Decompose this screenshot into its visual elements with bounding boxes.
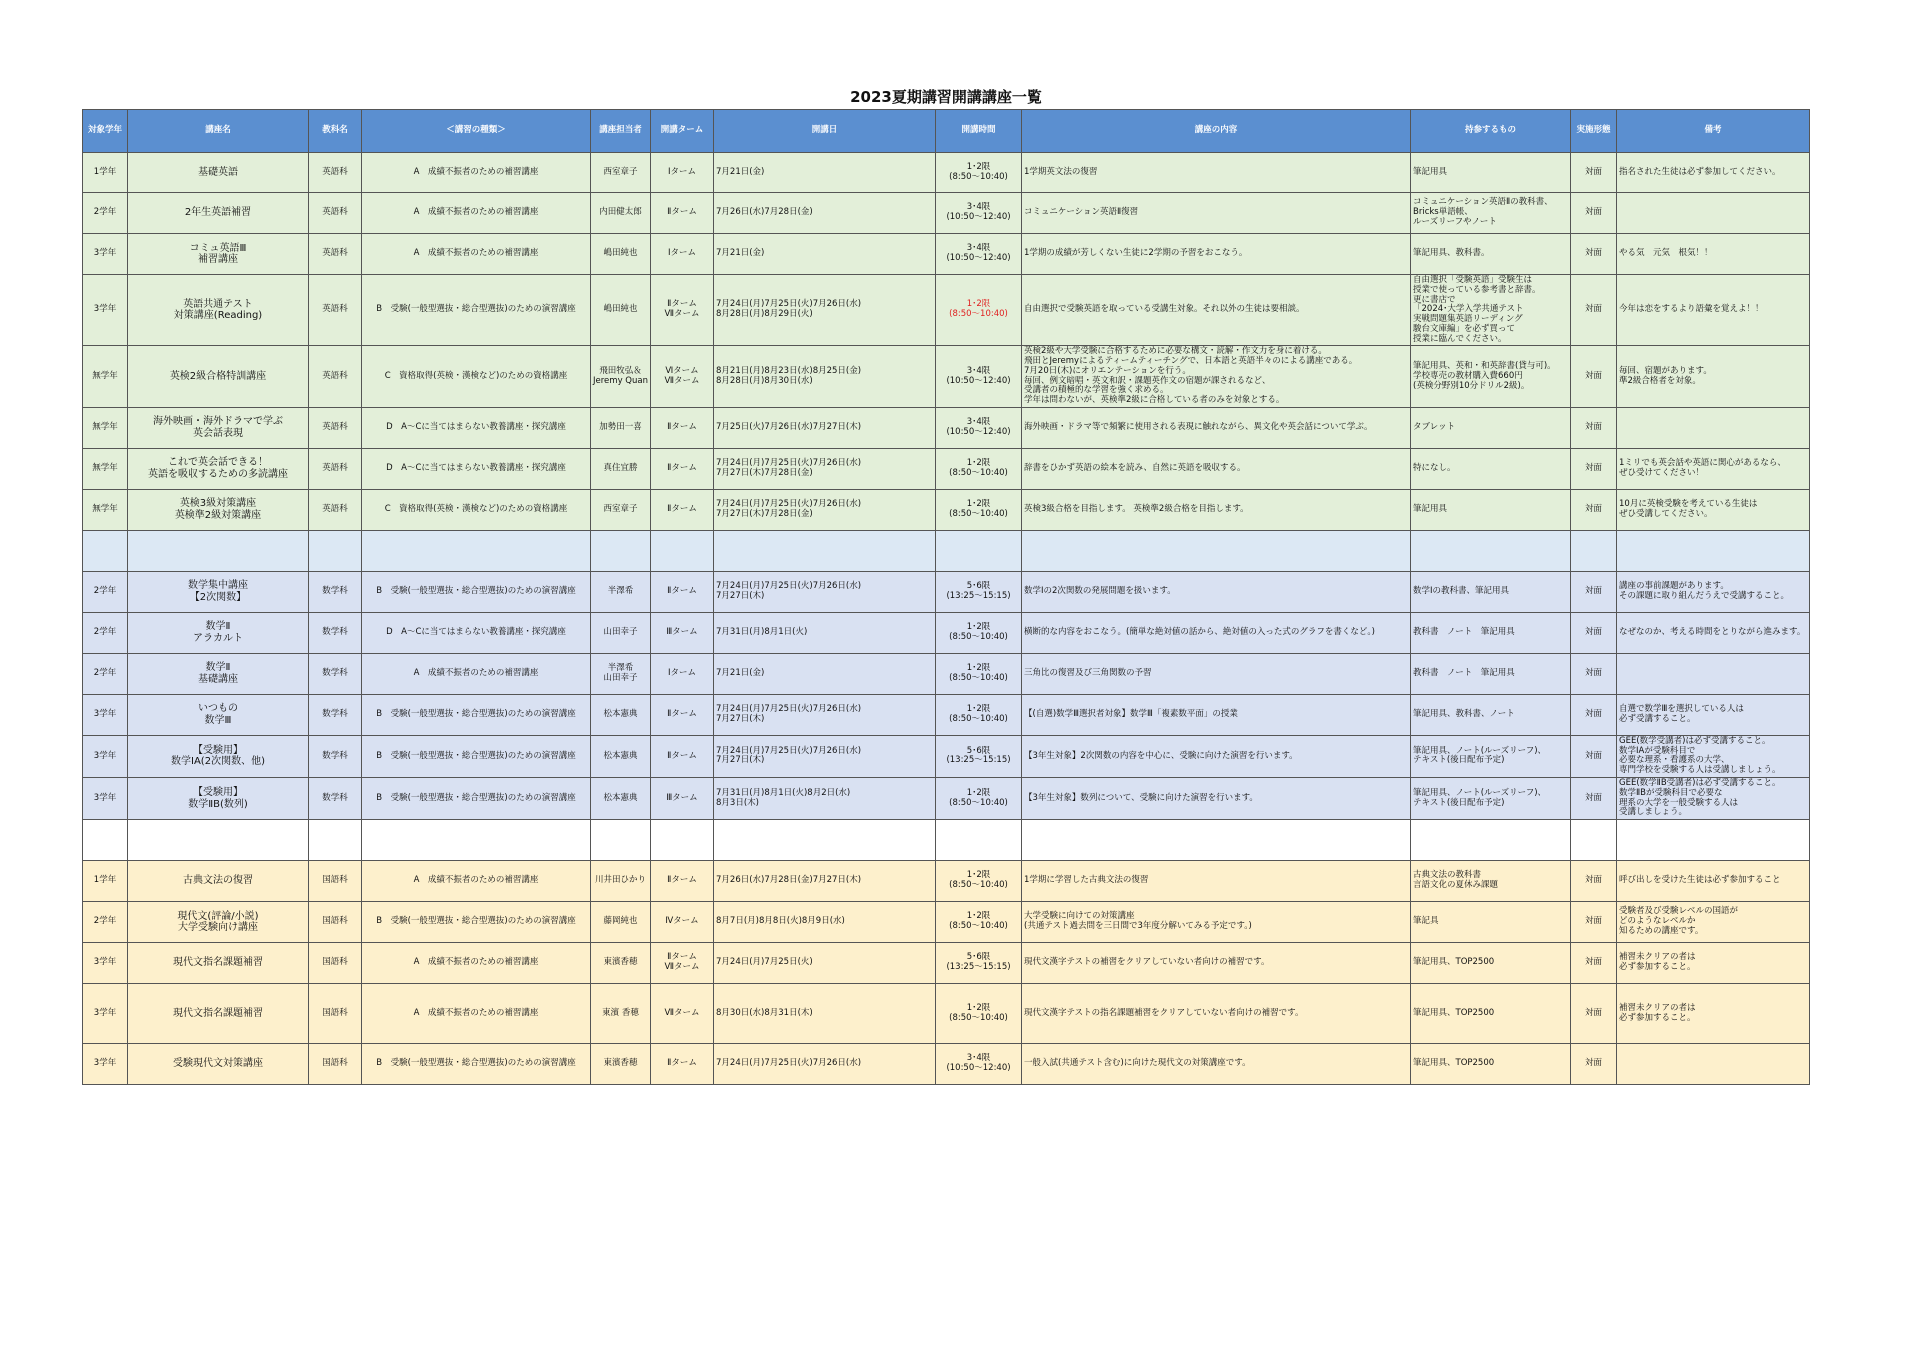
cell-items-to-bring: コミュニケーション英語Ⅱの教科書、 Bricks単語帳、 ルーズリーフやノート bbox=[1411, 193, 1571, 234]
cell-items-to-bring: 筆記用具、英和・和英辞書(貸与可)。 学校専売の教材購入費660円 (英検分野別10分ドリル2級)。 bbox=[1411, 346, 1571, 408]
cell-items-to-bring: 筆記用具、ノート(ルーズリーフ)、 テキスト(後日配布予定) bbox=[1411, 778, 1571, 820]
cell-notes: 呼び出しを受けた生徒は必ず参加すること bbox=[1617, 861, 1810, 902]
cell-content: 三角比の復習及び三角関数の予習 bbox=[1022, 653, 1411, 694]
cell-time: 1･2限 (8:50～10:40) bbox=[936, 448, 1022, 489]
cell-term: Ⅵターム Ⅶターム bbox=[651, 346, 714, 408]
cell-time: 1･2限 (8:50～10:40) bbox=[936, 694, 1022, 735]
cell-time: 5･6限 (13:25～15:15) bbox=[936, 571, 1022, 612]
cell-course-name: 現代文(評論/小説) 大学受験向け講座 bbox=[128, 902, 309, 943]
cell-course-type: A 成績不振者のための補習講座 bbox=[362, 984, 591, 1044]
cell-format: 対面 bbox=[1571, 943, 1617, 984]
cell-dates bbox=[714, 820, 936, 861]
cell-course-name: 現代文指名課題補習 bbox=[128, 943, 309, 984]
cell-term: Ⅱターム bbox=[651, 861, 714, 902]
cell-term: Ⅰターム bbox=[651, 153, 714, 193]
cell-items-to-bring bbox=[1411, 530, 1571, 571]
cell-dates: 7月24日(月)7月25日(火) bbox=[714, 943, 936, 984]
cell-time: 3･4限 (10:50～12:40) bbox=[936, 346, 1022, 408]
cell-notes bbox=[1617, 193, 1810, 234]
cell-items-to-bring: 教科書 ノート 筆記用具 bbox=[1411, 612, 1571, 653]
cell-dates: 7月24日(月)7月25日(火)7月26日(水) 7月27日(木) bbox=[714, 735, 936, 777]
cell-grade: 無学年 bbox=[83, 489, 128, 530]
cell-grade: 3学年 bbox=[83, 275, 128, 346]
header-course-name: 講座名 bbox=[128, 110, 309, 153]
cell-instructor: 松本憲典 bbox=[591, 778, 651, 820]
cell-content: 海外映画・ドラマ等で頻繁に使用される表現に触れながら、異文化や英会話について学ぶ。 bbox=[1022, 407, 1411, 448]
cell-instructor: 東濱香穂 bbox=[591, 943, 651, 984]
cell-notes: やる気 元気 根気！！ bbox=[1617, 234, 1810, 275]
cell-items-to-bring: 筆記用具 bbox=[1411, 489, 1571, 530]
cell-term: Ⅲターム bbox=[651, 612, 714, 653]
cell-items-to-bring: 筆記用具、TOP2500 bbox=[1411, 943, 1571, 984]
cell-dates: 7月31日(月)8月1日(火)8月2日(水) 8月3日(木) bbox=[714, 778, 936, 820]
header-course-type: ＜講習の種類＞ bbox=[362, 110, 591, 153]
cell-content: 数学Ⅰの2次関数の発展問題を扱います。 bbox=[1022, 571, 1411, 612]
cell-subject: 英語科 bbox=[309, 448, 362, 489]
cell-grade: 無学年 bbox=[83, 407, 128, 448]
cell-instructor: 松本憲典 bbox=[591, 735, 651, 777]
cell-subject: 数学科 bbox=[309, 612, 362, 653]
cell-dates: 7月21日(金) bbox=[714, 653, 936, 694]
cell-notes bbox=[1617, 530, 1810, 571]
cell-content: 英検2級や大学受験に合格するために必要な構文・読解・作文力を身に着ける。 飛田とJeremyによるティームティーチングで、日本語と英語半々のによる講座である。 7月20日(木)にオリエンテーションを行う。 毎回、例文暗唱・英文和訳・課題英作文の宿題が課されるなど、 受講者の積極的な学習を強く求める。 学年は問わないが、英検準2級に合格している者のみを対象とする。 bbox=[1022, 346, 1411, 408]
cell-format: 対面 bbox=[1571, 902, 1617, 943]
cell-course-name: 英検2級合格特訓講座 bbox=[128, 346, 309, 408]
cell-subject: 国語科 bbox=[309, 984, 362, 1044]
cell-term: Ⅱターム bbox=[651, 1044, 714, 1085]
cell-format: 対面 bbox=[1571, 861, 1617, 902]
cell-grade: 無学年 bbox=[83, 346, 128, 408]
cell-course-name: 現代文指名課題補習 bbox=[128, 984, 309, 1044]
cell-format: 対面 bbox=[1571, 612, 1617, 653]
cell-course-name: 【受験用】 数学ⅠA(2次関数、他) bbox=[128, 735, 309, 777]
cell-time: 3･4限 (10:50～12:40) bbox=[936, 234, 1022, 275]
table-row bbox=[83, 984, 1810, 1044]
cell-course-name: 英語共通テスト 対策講座(Reading) bbox=[128, 275, 309, 346]
table-row bbox=[83, 735, 1810, 777]
cell-course-name: これで英会話できる！ 英語を吸収するための多読講座 bbox=[128, 448, 309, 489]
table-row bbox=[83, 820, 1810, 861]
cell-grade: 2学年 bbox=[83, 902, 128, 943]
cell-instructor: 松本憲典 bbox=[591, 694, 651, 735]
cell-instructor bbox=[591, 530, 651, 571]
cell-content bbox=[1022, 530, 1411, 571]
cell-course-name bbox=[128, 530, 309, 571]
cell-dates: 8月7日(月)8月8日(火)8月9日(水) bbox=[714, 902, 936, 943]
cell-grade: 無学年 bbox=[83, 448, 128, 489]
cell-instructor: 藤岡純也 bbox=[591, 902, 651, 943]
cell-time: 3･4限 (10:50～12:40) bbox=[936, 193, 1022, 234]
cell-course-name: 英検3級対策講座 英検準2級対策講座 bbox=[128, 489, 309, 530]
table-row bbox=[83, 653, 1810, 694]
cell-grade bbox=[83, 530, 128, 571]
cell-subject bbox=[309, 820, 362, 861]
cell-time: 3･4限 (10:50～12:40) bbox=[936, 1044, 1022, 1085]
header-instructor: 講座担当者 bbox=[591, 110, 651, 153]
table-row bbox=[83, 571, 1810, 612]
cell-course-name: 海外映画・海外ドラマで学ぶ 英会話表現 bbox=[128, 407, 309, 448]
cell-course-name: 数学Ⅱ 基礎講座 bbox=[128, 653, 309, 694]
cell-time bbox=[936, 530, 1022, 571]
cell-grade: 3学年 bbox=[83, 943, 128, 984]
cell-term bbox=[651, 530, 714, 571]
header-subject: 教科名 bbox=[309, 110, 362, 153]
cell-format: 対面 bbox=[1571, 984, 1617, 1044]
cell-course-type: B 受験(一般型選抜・総合型選抜)のための演習講座 bbox=[362, 1044, 591, 1085]
cell-format: 対面 bbox=[1571, 571, 1617, 612]
cell-dates: 8月30日(水)8月31日(木) bbox=[714, 984, 936, 1044]
cell-term: Ⅰターム bbox=[651, 653, 714, 694]
cell-course-type: A 成績不振者のための補習講座 bbox=[362, 861, 591, 902]
header-format: 実施形態 bbox=[1571, 110, 1617, 153]
table-row bbox=[83, 346, 1810, 408]
cell-time: 1･2限 (8:50～10:40) bbox=[936, 275, 1022, 346]
cell-term: Ⅱターム bbox=[651, 489, 714, 530]
cell-content: 横断的な内容をおこなう。(簡単な絶対値の話から、絶対値の入った式のグラフを書くなど。) bbox=[1022, 612, 1411, 653]
cell-notes: GEE(数学ⅡB受講者)は必ず受講すること。 数学ⅡBが受験科目で必要な 理系の大学を一般受験する人は 受講しましょう。 bbox=[1617, 778, 1810, 820]
cell-notes: なぜなのか、考える時間をとりながら進みます。 bbox=[1617, 612, 1810, 653]
table-row bbox=[83, 943, 1810, 984]
cell-course-name: コミュ英語Ⅲ 補習講座 bbox=[128, 234, 309, 275]
cell-format: 対面 bbox=[1571, 694, 1617, 735]
cell-content: 【(自選)数学Ⅲ選択者対象】数学Ⅲ「複素数平面」の授業 bbox=[1022, 694, 1411, 735]
cell-course-type: D A～Cに当てはまらない教養講座・探究講座 bbox=[362, 448, 591, 489]
cell-content: 1学期英文法の復習 bbox=[1022, 153, 1411, 193]
cell-notes: 10月に英検受験を考えている生徒は ぜひ受講してください。 bbox=[1617, 489, 1810, 530]
cell-term: Ⅱターム bbox=[651, 694, 714, 735]
cell-content: 現代文漢字テストの指名課題補習をクリアしていない者向けの補習です。 bbox=[1022, 984, 1411, 1044]
cell-grade: 1学年 bbox=[83, 861, 128, 902]
cell-content: 英検3級合格を目指します。 英検準2級合格を目指します。 bbox=[1022, 489, 1411, 530]
cell-subject: 国語科 bbox=[309, 902, 362, 943]
cell-course-name: 2年生英語補習 bbox=[128, 193, 309, 234]
cell-course-type bbox=[362, 530, 591, 571]
cell-subject: 国語科 bbox=[309, 1044, 362, 1085]
cell-notes: 講座の事前課題があります。 その課題に取り組んだうえで受講すること。 bbox=[1617, 571, 1810, 612]
header-time: 開講時間 bbox=[936, 110, 1022, 153]
cell-items-to-bring: 筆記用具、教科書。 bbox=[1411, 234, 1571, 275]
cell-dates: 7月24日(月)7月25日(火)7月26日(水) 7月27日(木)7月28日(金) bbox=[714, 448, 936, 489]
cell-subject: 英語科 bbox=[309, 489, 362, 530]
table-row bbox=[83, 193, 1810, 234]
cell-course-type: B 受験(一般型選抜・総合型選抜)のための演習講座 bbox=[362, 694, 591, 735]
cell-dates: 7月24日(月)7月25日(火)7月26日(水) 7月27日(木) bbox=[714, 571, 936, 612]
cell-course-type: D A～Cに当てはまらない教養講座・探究講座 bbox=[362, 407, 591, 448]
cell-instructor: 西室章子 bbox=[591, 489, 651, 530]
cell-format: 対面 bbox=[1571, 234, 1617, 275]
cell-instructor: 山田幸子 bbox=[591, 612, 651, 653]
cell-dates: 7月25日(火)7月26日(水)7月27日(木) bbox=[714, 407, 936, 448]
cell-notes: 1ミリでも英会話や英語に関心があるなら、 ぜひ受けてください！ bbox=[1617, 448, 1810, 489]
cell-course-type: C 資格取得(英検・漢検など)のための資格講座 bbox=[362, 346, 591, 408]
header-items-to-bring: 持参するもの bbox=[1411, 110, 1571, 153]
cell-dates: 7月21日(金) bbox=[714, 234, 936, 275]
cell-subject: 数学科 bbox=[309, 694, 362, 735]
cell-instructor: 加勢田一喜 bbox=[591, 407, 651, 448]
cell-instructor: 飛田牧弘＆ Jeremy Quan bbox=[591, 346, 651, 408]
cell-course-name: いつもの 数学Ⅲ bbox=[128, 694, 309, 735]
cell-instructor: 嶋田純也 bbox=[591, 234, 651, 275]
cell-content: 【3年生対象】2次関数の内容を中心に、受験に向けた演習を行います。 bbox=[1022, 735, 1411, 777]
header-dates: 開講日 bbox=[714, 110, 936, 153]
cell-course-type: B 受験(一般型選抜・総合型選抜)のための演習講座 bbox=[362, 735, 591, 777]
cell-course-type: A 成績不振者のための補習講座 bbox=[362, 193, 591, 234]
cell-notes: 毎回、宿題があります。 準2級合格者を対象。 bbox=[1617, 346, 1810, 408]
cell-dates: 7月26日(水)7月28日(金)7月27日(木) bbox=[714, 861, 936, 902]
cell-course-name: 受験現代文対策講座 bbox=[128, 1044, 309, 1085]
cell-term: Ⅲターム bbox=[651, 778, 714, 820]
header-row bbox=[83, 110, 1810, 153]
page-title: 2023夏期講習開講講座一覧 bbox=[850, 88, 1042, 106]
cell-items-to-bring: 自由選択「受験英語」受験生は 授業で使っている参考書と辞書。 更に書店で 「2024･大学入学共通テスト 実戦問題集英語リーディング 駿台文庫編」を必ず買って 授業に臨んでください。 bbox=[1411, 275, 1571, 346]
cell-dates bbox=[714, 530, 936, 571]
cell-format: 対面 bbox=[1571, 153, 1617, 193]
cell-items-to-bring: 筆記用具、TOP2500 bbox=[1411, 984, 1571, 1044]
cell-term: Ⅱターム Ⅶターム bbox=[651, 943, 714, 984]
cell-notes bbox=[1617, 820, 1810, 861]
table-row bbox=[83, 407, 1810, 448]
cell-items-to-bring: 筆記用具、ノート(ルーズリーフ)、 テキスト(後日配布予定) bbox=[1411, 735, 1571, 777]
cell-items-to-bring: 数学Ⅰの教科書、筆記用具 bbox=[1411, 571, 1571, 612]
cell-time: 5･6限 (13:25～15:15) bbox=[936, 943, 1022, 984]
cell-term: Ⅱターム bbox=[651, 407, 714, 448]
cell-dates: 8月21日(月)8月23日(水)8月25日(金) 8月28日(月)8月30日(水) bbox=[714, 346, 936, 408]
cell-term: Ⅳターム bbox=[651, 902, 714, 943]
cell-format: 対面 bbox=[1571, 448, 1617, 489]
cell-dates: 7月31日(月)8月1日(火) bbox=[714, 612, 936, 653]
cell-course-name: 数学集中講座 【2次関数】 bbox=[128, 571, 309, 612]
cell-course-name: 基礎英語 bbox=[128, 153, 309, 193]
cell-content: コミュニケーション英語Ⅱ復習 bbox=[1022, 193, 1411, 234]
cell-instructor: 半澤希 山田幸子 bbox=[591, 653, 651, 694]
cell-dates: 7月24日(月)7月25日(火)7月26日(水) 8月28日(月)8月29日(火) bbox=[714, 275, 936, 346]
cell-notes bbox=[1617, 407, 1810, 448]
cell-instructor: 西室章子 bbox=[591, 153, 651, 193]
cell-term: Ⅰターム bbox=[651, 234, 714, 275]
header-term: 開講ターム bbox=[651, 110, 714, 153]
cell-dates: 7月24日(月)7月25日(火)7月26日(水) 7月27日(木)7月28日(金) bbox=[714, 489, 936, 530]
table-row bbox=[83, 448, 1810, 489]
table-row bbox=[83, 861, 1810, 902]
cell-grade: 2学年 bbox=[83, 193, 128, 234]
cell-instructor: 東濱香穂 bbox=[591, 1044, 651, 1085]
cell-time: 1･2限 (8:50～10:40) bbox=[936, 984, 1022, 1044]
cell-notes: 今年は恋をするより語彙を覚えよ！！ bbox=[1617, 275, 1810, 346]
cell-items-to-bring bbox=[1411, 820, 1571, 861]
cell-format bbox=[1571, 530, 1617, 571]
cell-instructor: 嶋田純也 bbox=[591, 275, 651, 346]
table-row bbox=[83, 778, 1810, 820]
cell-subject: 英語科 bbox=[309, 346, 362, 408]
cell-course-name bbox=[128, 820, 309, 861]
cell-time: 3･4限 (10:50～12:40) bbox=[936, 407, 1022, 448]
cell-format: 対面 bbox=[1571, 407, 1617, 448]
header-notes: 備考 bbox=[1617, 110, 1810, 153]
cell-grade: 2学年 bbox=[83, 571, 128, 612]
cell-course-type: B 受験(一般型選抜・総合型選抜)のための演習講座 bbox=[362, 275, 591, 346]
cell-course-type: B 受験(一般型選抜・総合型選抜)のための演習講座 bbox=[362, 778, 591, 820]
cell-subject: 英語科 bbox=[309, 275, 362, 346]
cell-format: 対面 bbox=[1571, 735, 1617, 777]
header-grade: 対象学年 bbox=[83, 110, 128, 153]
cell-term: Ⅱターム Ⅶターム bbox=[651, 275, 714, 346]
cell-dates: 7月24日(月)7月25日(火)7月26日(水) 7月27日(木) bbox=[714, 694, 936, 735]
cell-items-to-bring: 特になし。 bbox=[1411, 448, 1571, 489]
cell-notes: 自選で数学Ⅲを選択している人は 必ず受講すること。 bbox=[1617, 694, 1810, 735]
cell-course-type: A 成績不振者のための補習講座 bbox=[362, 234, 591, 275]
cell-notes: 受験者及び受験レベルの国語が どのようなレベルか 知るための講座です。 bbox=[1617, 902, 1810, 943]
cell-items-to-bring: 筆記用具、教科書、ノート bbox=[1411, 694, 1571, 735]
cell-grade: 1学年 bbox=[83, 153, 128, 193]
cell-content: 1学期に学習した古典文法の復習 bbox=[1022, 861, 1411, 902]
cell-course-type: B 受験(一般型選抜・総合型選抜)のための演習講座 bbox=[362, 902, 591, 943]
cell-notes bbox=[1617, 1044, 1810, 1085]
cell-items-to-bring: 教科書 ノート 筆記用具 bbox=[1411, 653, 1571, 694]
cell-instructor: 内田健太郎 bbox=[591, 193, 651, 234]
cell-subject: 英語科 bbox=[309, 153, 362, 193]
cell-course-type: A 成績不振者のための補習講座 bbox=[362, 943, 591, 984]
cell-items-to-bring: タブレット bbox=[1411, 407, 1571, 448]
table-row bbox=[83, 612, 1810, 653]
cell-instructor: 川井田ひかり bbox=[591, 861, 651, 902]
cell-instructor: 東濱 香穂 bbox=[591, 984, 651, 1044]
cell-grade bbox=[83, 820, 128, 861]
cell-course-type: A 成績不振者のための補習講座 bbox=[362, 153, 591, 193]
cell-notes: 補習未クリアの者は 必ず参加すること。 bbox=[1617, 943, 1810, 984]
cell-notes: 指名された生徒は必ず参加してください。 bbox=[1617, 153, 1810, 193]
cell-time: 1･2限 (8:50～10:40) bbox=[936, 902, 1022, 943]
cell-grade: 3学年 bbox=[83, 694, 128, 735]
cell-subject bbox=[309, 530, 362, 571]
header-content: 講座の内容 bbox=[1022, 110, 1411, 153]
cell-term: Ⅱターム bbox=[651, 193, 714, 234]
cell-time: 1･2限 (8:50～10:40) bbox=[936, 653, 1022, 694]
cell-notes: 補習未クリアの者は 必ず参加すること。 bbox=[1617, 984, 1810, 1044]
cell-time: 5･6限 (13:25～15:15) bbox=[936, 735, 1022, 777]
cell-dates: 7月24日(月)7月25日(火)7月26日(水) bbox=[714, 1044, 936, 1085]
cell-content: 1学期の成績が芳しくない生徒に2学期の予習をおこなう。 bbox=[1022, 234, 1411, 275]
cell-dates: 7月21日(金) bbox=[714, 153, 936, 193]
cell-subject: 数学科 bbox=[309, 571, 362, 612]
cell-course-type: C 資格取得(英検・漢検など)のための資格講座 bbox=[362, 489, 591, 530]
cell-course-type: A 成績不振者のための補習講座 bbox=[362, 653, 591, 694]
cell-grade: 3学年 bbox=[83, 234, 128, 275]
table-row bbox=[83, 275, 1810, 346]
cell-content: 【3年生対象】数列について、受験に向けた演習を行います。 bbox=[1022, 778, 1411, 820]
cell-term: Ⅱターム bbox=[651, 735, 714, 777]
cell-grade: 3学年 bbox=[83, 984, 128, 1044]
cell-term: Ⅱターム bbox=[651, 448, 714, 489]
cell-course-name: 古典文法の復習 bbox=[128, 861, 309, 902]
table-row bbox=[83, 153, 1810, 193]
table-body bbox=[83, 153, 1810, 1085]
cell-subject: 国語科 bbox=[309, 943, 362, 984]
cell-instructor bbox=[591, 820, 651, 861]
table-row bbox=[83, 902, 1810, 943]
cell-instructor: 真住宜勝 bbox=[591, 448, 651, 489]
cell-time: 1･2限 (8:50～10:40) bbox=[936, 612, 1022, 653]
cell-course-type bbox=[362, 820, 591, 861]
cell-notes bbox=[1617, 653, 1810, 694]
cell-instructor: 半澤希 bbox=[591, 571, 651, 612]
cell-items-to-bring: 筆記具 bbox=[1411, 902, 1571, 943]
cell-content: 一般入試(共通テスト含む)に向けた現代文の対策講座です。 bbox=[1022, 1044, 1411, 1085]
cell-term: Ⅶターム bbox=[651, 984, 714, 1044]
cell-format: 対面 bbox=[1571, 346, 1617, 408]
cell-term: Ⅱターム bbox=[651, 571, 714, 612]
cell-subject: 数学科 bbox=[309, 735, 362, 777]
cell-time: 1･2限 (8:50～10:40) bbox=[936, 153, 1022, 193]
cell-format: 対面 bbox=[1571, 778, 1617, 820]
cell-subject: 国語科 bbox=[309, 861, 362, 902]
cell-content: 辞書をひかず英語の絵本を読み、自然に英語を吸収する。 bbox=[1022, 448, 1411, 489]
cell-format bbox=[1571, 820, 1617, 861]
table-row bbox=[83, 489, 1810, 530]
cell-subject: 英語科 bbox=[309, 234, 362, 275]
table-row bbox=[83, 234, 1810, 275]
cell-format: 対面 bbox=[1571, 489, 1617, 530]
table-row bbox=[83, 530, 1810, 571]
cell-items-to-bring: 筆記用具、TOP2500 bbox=[1411, 1044, 1571, 1085]
cell-grade: 3学年 bbox=[83, 1044, 128, 1085]
cell-time: 1･2限 (8:50～10:40) bbox=[936, 489, 1022, 530]
cell-dates: 7月26日(水)7月28日(金) bbox=[714, 193, 936, 234]
cell-subject: 英語科 bbox=[309, 193, 362, 234]
cell-format: 対面 bbox=[1571, 193, 1617, 234]
cell-notes: GEE(数学受講者)は必ず受講すること。 数学ⅠAが受験科目で 必要な理系・看護系の大学、 専門学校を受験する人は受講しましょう。 bbox=[1617, 735, 1810, 777]
cell-items-to-bring: 筆記用具 bbox=[1411, 153, 1571, 193]
cell-subject: 数学科 bbox=[309, 653, 362, 694]
cell-grade: 3学年 bbox=[83, 778, 128, 820]
table-row bbox=[83, 694, 1810, 735]
cell-format: 対面 bbox=[1571, 1044, 1617, 1085]
cell-course-name: 数学Ⅱ アラカルト bbox=[128, 612, 309, 653]
cell-format: 対面 bbox=[1571, 653, 1617, 694]
cell-course-type: D A～Cに当てはまらない教養講座・探究講座 bbox=[362, 612, 591, 653]
cell-term bbox=[651, 820, 714, 861]
cell-grade: 2学年 bbox=[83, 653, 128, 694]
cell-time: 1･2限 (8:50～10:40) bbox=[936, 778, 1022, 820]
cell-course-name: 【受験用】 数学ⅡB(数列) bbox=[128, 778, 309, 820]
cell-time: 1･2限 (8:50～10:40) bbox=[936, 861, 1022, 902]
cell-content: 大学受験に向けての対策講座 (共通テスト過去問を三日間で3年度分解いてみる予定です。) bbox=[1022, 902, 1411, 943]
cell-content: 自由選択で受験英語を取っている受講生対象。それ以外の生徒は要相談。 bbox=[1022, 275, 1411, 346]
cell-content: 現代文漢字テストの補習をクリアしていない者向けの補習です。 bbox=[1022, 943, 1411, 984]
cell-items-to-bring: 古典文法の教科書 言語文化の夏休み課題 bbox=[1411, 861, 1571, 902]
cell-course-type: B 受験(一般型選抜・総合型選抜)のための演習講座 bbox=[362, 571, 591, 612]
cell-grade: 3学年 bbox=[83, 735, 128, 777]
cell-time bbox=[936, 820, 1022, 861]
course-schedule-table bbox=[82, 109, 1810, 1085]
cell-content bbox=[1022, 820, 1411, 861]
cell-subject: 数学科 bbox=[309, 778, 362, 820]
cell-grade: 2学年 bbox=[83, 612, 128, 653]
cell-format: 対面 bbox=[1571, 275, 1617, 346]
cell-subject: 英語科 bbox=[309, 407, 362, 448]
table-row bbox=[83, 1044, 1810, 1085]
